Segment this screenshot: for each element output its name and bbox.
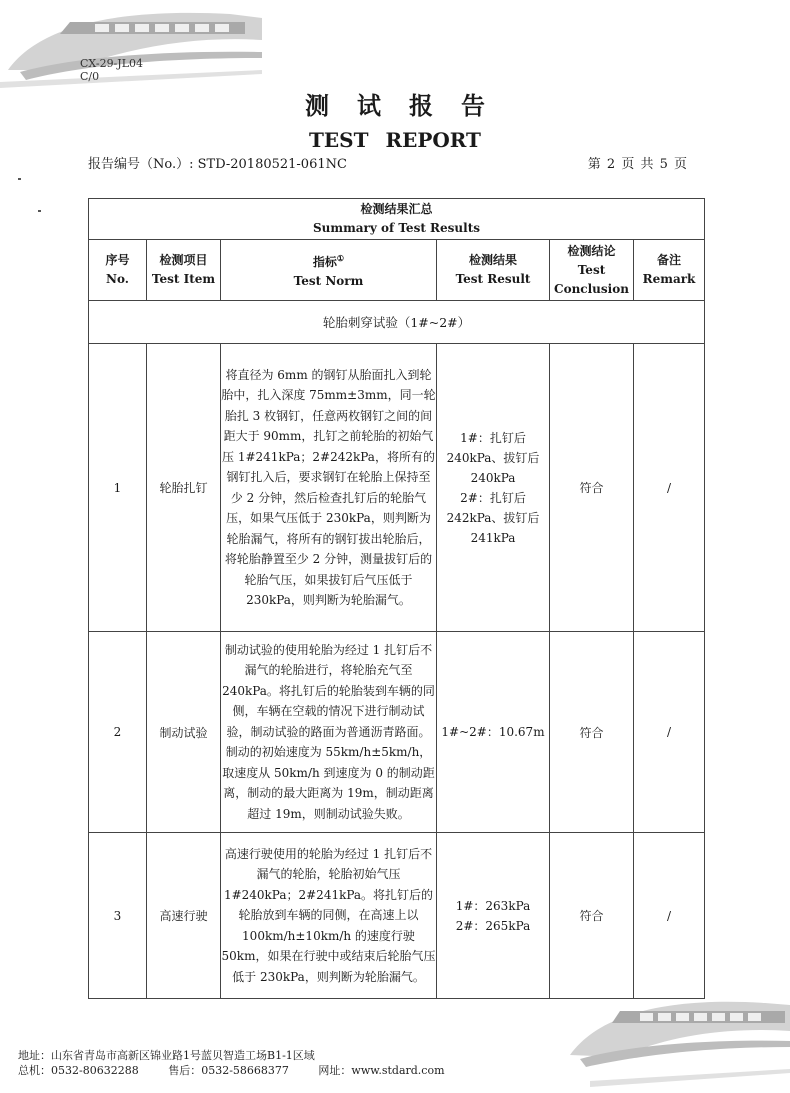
cell-conclusion: 符合 xyxy=(550,632,634,833)
header-no-cn: 序号 xyxy=(105,253,130,267)
footer xyxy=(18,1048,471,1078)
result-line: 240kPa xyxy=(470,470,516,485)
document-revision: C/0 xyxy=(80,70,100,83)
footer-phone: 总机：0532-80632288 xyxy=(18,1064,139,1077)
cell-remark: / xyxy=(634,632,705,833)
summary-header xyxy=(89,199,705,240)
footer-address: 地址：山东省青岛市高新区锦业路1号蓝贝智造工场B1-1区域 xyxy=(18,1049,315,1062)
cell-no: 3 xyxy=(89,833,147,999)
footer-website: 网址：www.stdard.com xyxy=(318,1064,445,1077)
scan-speck xyxy=(18,178,21,180)
footer-after-sales: 售后：0532-58668377 xyxy=(168,1064,289,1077)
result-line: 2#：265kPa xyxy=(455,918,531,933)
header-test-norm-footnote: ① xyxy=(336,253,345,263)
report-number: 报告编号（No.）: STD-20180521-061NC xyxy=(88,157,347,172)
summary-title-cn: 检测结果汇总 xyxy=(360,202,433,216)
table-row xyxy=(89,632,705,833)
scan-speck xyxy=(38,210,41,212)
cell-no: 1 xyxy=(89,344,147,632)
header-remark-en: Remark xyxy=(642,272,696,286)
result-line: 1#：扎钉后 xyxy=(460,430,526,445)
cell-test-norm: 高速行驶使用的轮胎为经过 1 扎钉后不漏气的轮胎，轮胎初始气压 1#240kPa；2#241kPa。将扎钉后的轮胎放到车辆的同侧，在高速上以 100km/h±10km/h 的速度行驶 50km，如果在行驶中或结束后轮胎气压低于 230kPa，则判断为轮胎漏气。 xyxy=(221,833,437,999)
header-test-item-cn: 检测项目 xyxy=(159,253,208,267)
cell-test-result xyxy=(437,833,550,999)
cell-test-item: 轮胎扎钉 xyxy=(147,344,221,632)
cell-no: 2 xyxy=(89,632,147,833)
cell-test-item: 制动试验 xyxy=(147,632,221,833)
summary-title-en: Summary of Test Results xyxy=(313,221,480,235)
cell-test-result xyxy=(437,344,550,632)
result-line: 2#：扎钉后 xyxy=(460,490,526,505)
header-test-item xyxy=(147,240,221,301)
result-line: 241kPa xyxy=(470,530,516,545)
page-indicator: 第 2 页 共 5 页 xyxy=(587,157,687,172)
column-header-row xyxy=(89,240,705,301)
header-test-conclusion-en-1: Test xyxy=(577,262,606,277)
header-test-item-en: Test Item xyxy=(151,272,216,286)
header-remark-cn: 备注 xyxy=(656,253,681,267)
train-watermark-bottom xyxy=(560,985,790,1093)
document-code xyxy=(80,57,143,83)
header-test-conclusion-en-2: Conclusion xyxy=(554,281,629,296)
cell-conclusion: 符合 xyxy=(550,344,634,632)
header-test-norm-cn: 指标 xyxy=(312,255,337,269)
result-line: 240kPa、拔钉后 xyxy=(446,450,540,465)
cell-test-result xyxy=(437,632,550,833)
header-no-en: No. xyxy=(106,272,129,286)
header-test-norm-en: Test Norm xyxy=(293,274,364,288)
cell-test-norm: 制动试验的使用轮胎为经过 1 扎钉后不漏气的轮胎进行，将轮胎充气至 240kPa。将扎钉后的轮胎装到车辆的同侧，车辆在空载的情况下进行制动试验，制动试验的路面为普通沥青路面。制动的初始速度为 55km/h±5km/h，取速度从 50km/h 到速度为 0 的制动距离，制动的最大距离为 19m，制动距离超过 19m，则制动试验失败。 xyxy=(221,632,437,833)
title-english: TEST REPORT xyxy=(309,128,481,152)
header-test-norm xyxy=(221,240,437,301)
header-test-result xyxy=(437,240,550,301)
header-test-conclusion xyxy=(550,240,634,301)
result-line: 1#~2#：10.67m xyxy=(441,725,545,739)
header-test-result-en: Test Result xyxy=(455,272,531,286)
title-chinese: 测试报告 xyxy=(305,91,513,120)
header-remark xyxy=(634,240,705,301)
document-code-number: CX-29-JL04 xyxy=(80,57,143,70)
header-test-conclusion-cn: 检测结论 xyxy=(567,243,616,258)
table-row xyxy=(89,833,705,999)
header-no xyxy=(89,240,147,301)
cell-remark: / xyxy=(634,344,705,632)
result-line: 242kPa、拔钉后 xyxy=(446,510,540,525)
cell-remark: / xyxy=(634,833,705,999)
header-test-result-cn: 检测结果 xyxy=(468,253,517,267)
result-line: 1#：263kPa xyxy=(455,898,531,913)
cell-test-item: 高速行驶 xyxy=(147,833,221,999)
cell-conclusion: 符合 xyxy=(550,833,634,999)
table-row xyxy=(89,344,705,632)
cell-test-norm: 将直径为 6mm 的钢钉从胎面扎入到轮胎中，扎入深度 75mm±3mm，同一轮胎扎 3 枚钢钉，任意两枚钢钉之间的间距大于 90mm，扎钉之前轮胎的初始气压 1#241kPa；2#242kPa，将所有的钢钉扎入后，要求钢钉在轮胎上保持至少 2 分钟，然后检查扎钉后的轮胎气压，如果气压低于 230kPa，则判断为轮胎漏气，将所有的钢钉拔出轮胎后，将轮胎静置至少 2 分钟，测量拔钉后的轮胎气压，如果拔钉后气压低于 230kPa，则判断为轮胎漏气。 xyxy=(221,344,437,632)
section-title: 轮胎刺穿试验（1#~2#） xyxy=(89,301,705,344)
results-table xyxy=(88,198,705,999)
